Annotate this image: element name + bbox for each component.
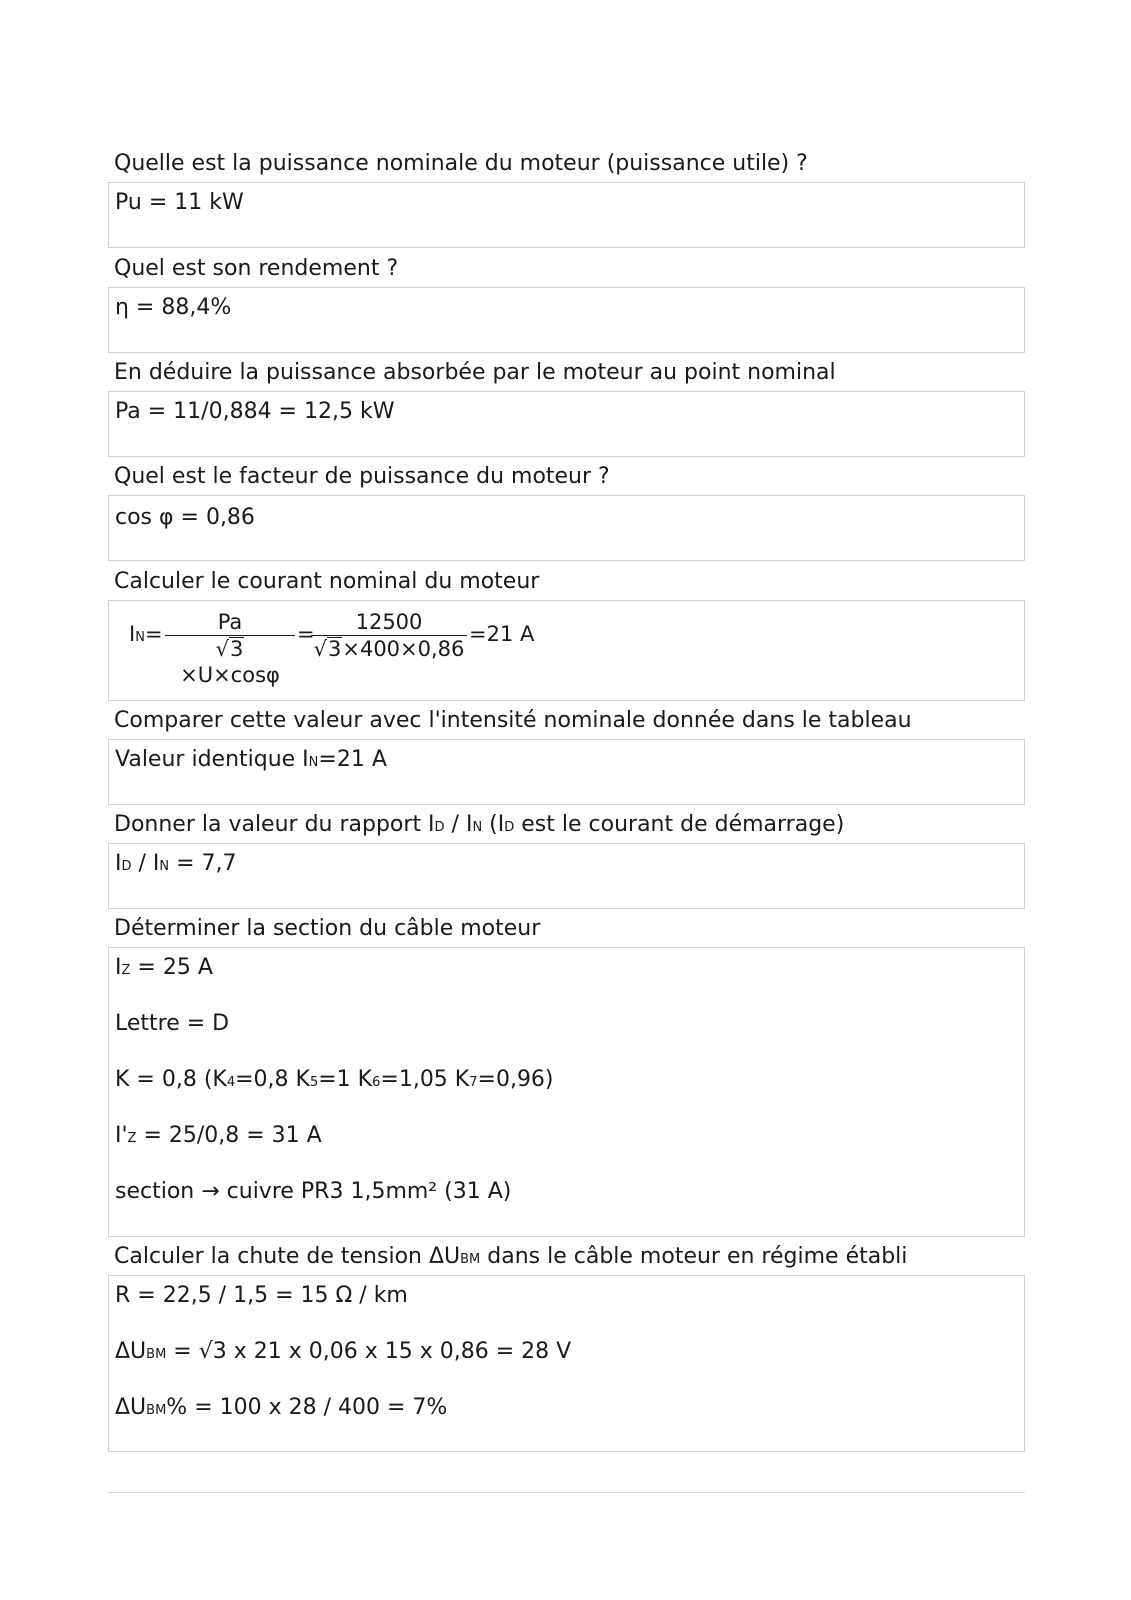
question-facteur-puissance: Quel est le facteur de puissance du moteur ? xyxy=(114,464,610,489)
page-bottom-divider xyxy=(108,1492,1025,1493)
formula-result: =21 A xyxy=(469,622,535,646)
formula-lhs: IN= xyxy=(129,622,163,646)
fraction-2-denominator: √3×400×0,86 xyxy=(313,637,465,661)
question-chute-tension: Calculer la chute de tension ΔUBM dans le câble moteur en régime établi xyxy=(114,1244,908,1269)
answer-text: η = 88,4% xyxy=(115,295,232,320)
answer-text: Pa = 11/0,884 = 12,5 kW xyxy=(115,399,395,424)
answer-box-facteur-puissance[interactable] xyxy=(108,495,1025,561)
answer-line-delta-u: ΔUBM = √3 x 21 x 0,06 x 15 x 0,86 = 28 V xyxy=(115,1339,572,1364)
fraction-1-numerator: Pa xyxy=(165,609,295,636)
answer-box-rapport-id-in[interactable] xyxy=(108,843,1025,909)
formula-fraction-2 xyxy=(311,609,467,662)
answer-text: Valeur identique IN=21 A xyxy=(115,747,387,772)
answer-box-section-cable[interactable] xyxy=(108,947,1025,1237)
answer-box-puissance-absorbee[interactable] xyxy=(108,391,1025,457)
fraction-2-numerator: 12500 xyxy=(311,609,467,636)
question-rendement: Quel est son rendement ? xyxy=(114,256,399,281)
answer-line-section: section → cuivre PR3 1,5mm² (31 A) xyxy=(115,1179,512,1204)
answer-box-comparer-intensite[interactable] xyxy=(108,739,1025,805)
answer-box-courant-nominal[interactable] xyxy=(108,600,1025,701)
question-puissance-absorbee: En déduire la puissance absorbée par le moteur au point nominal xyxy=(114,360,836,385)
answer-line-k: K = 0,8 (K4=0,8 K5=1 K6=1,05 K7=0,96) xyxy=(115,1067,554,1092)
answer-line-iprime-z: I'Z = 25/0,8 = 31 A xyxy=(115,1123,322,1148)
answer-text: cos φ = 0,86 xyxy=(115,505,255,530)
answer-box-chute-tension[interactable] xyxy=(108,1275,1025,1452)
question-rapport-id-in: Donner la valeur du rapport ID / IN (ID est le courant de démarrage) xyxy=(114,812,845,837)
answer-box-puissance-nominale[interactable] xyxy=(108,182,1025,248)
answer-line-resistance: R = 22,5 / 1,5 = 15 Ω / km xyxy=(115,1283,408,1308)
question-comparer-intensite: Comparer cette valeur avec l'intensité nominale donnée dans le tableau xyxy=(114,708,912,733)
answer-text: ID / IN = 7,7 xyxy=(115,851,237,876)
formula-equals: = xyxy=(297,622,315,646)
question-section-cable: Déterminer la section du câble moteur xyxy=(114,916,541,941)
answer-box-rendement[interactable] xyxy=(108,287,1025,353)
answer-text: Pu = 11 kW xyxy=(115,190,244,215)
fraction-1-denominator: √3×U×cosφ xyxy=(180,637,280,687)
answer-line-lettre: Lettre = D xyxy=(115,1011,230,1036)
formula-fraction-1 xyxy=(165,609,295,688)
question-puissance-nominale: Quelle est la puissance nominale du moteur (puissance utile) ? xyxy=(114,151,808,176)
answer-line-iz: IZ = 25 A xyxy=(115,955,213,980)
answer-line-delta-u-percent: ΔUBM% = 100 x 28 / 400 = 7% xyxy=(115,1395,448,1420)
question-courant-nominal: Calculer le courant nominal du moteur xyxy=(114,569,540,594)
